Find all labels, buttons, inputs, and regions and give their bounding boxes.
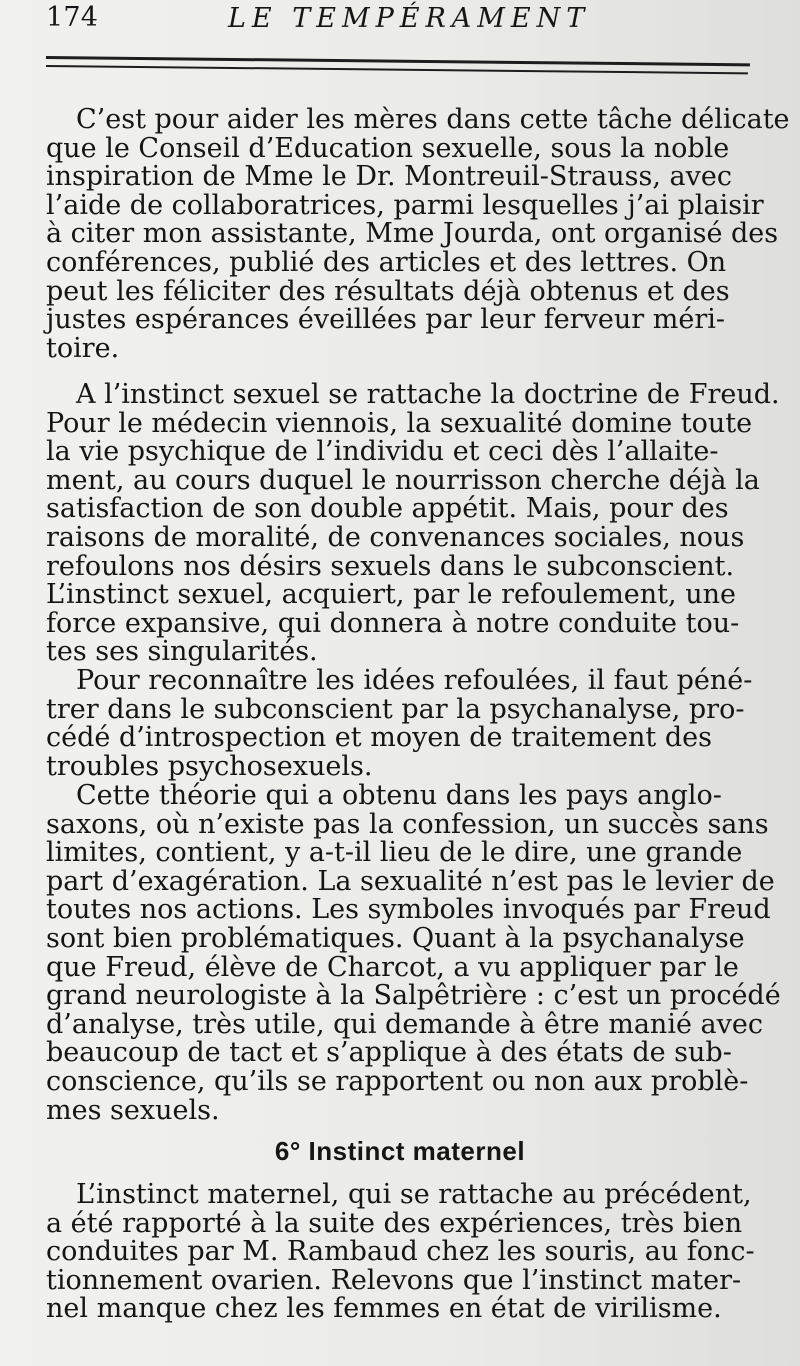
paragraph-line: conférences, publié des articles et des lettres. On	[46, 246, 727, 278]
paragraph-line: Cette théorie qui a obtenu dans les pays anglo-	[76, 780, 722, 811]
paragraph-line: peut les féliciter des résultats déjà obtenus et des	[46, 275, 730, 307]
paragraph-line: part d’exagération. La sexualité n’est pas le levier de	[46, 865, 775, 897]
page-header	[46, 0, 766, 32]
paragraph-line: mes sexuels.	[46, 1094, 220, 1126]
paragraph-line: force expansive, qui donnera à notre conduite tou-	[46, 607, 740, 639]
paragraph-line: conduites par M. Rambaud chez les souris, au fonc-	[46, 1236, 755, 1268]
paragraph-line: limites, contient, y a-t-il lieu de le dire, une grande	[46, 837, 743, 869]
paragraph-line: justes espérances éveillées par leur ferveur méri-	[46, 304, 726, 336]
paragraph-line: tes ses singularités.	[46, 636, 318, 668]
paragraph-line: que le Conseil d’Education sexuelle, sous la noble	[46, 132, 730, 164]
paragraph-line: toutes nos actions. Les symboles invoqués par Freud	[46, 894, 771, 926]
paragraph-line: inspiration de Mme le Dr. Montreuil-Strauss, avec	[46, 161, 732, 193]
paragraph-line: trer dans le subconscient par la psychanalyse, pro-	[46, 693, 745, 725]
paragraph-line: troubles psychosexuels.	[46, 750, 373, 782]
paragraph-line: conscience, qu’ils se rapportent ou non aux problè-	[46, 1065, 749, 1097]
paragraph-line: ment, au cours duquel le nourrisson cherche déjà la	[46, 464, 760, 496]
paragraph-line: L’instinct maternel, qui se rattache au précédent,	[76, 1179, 752, 1210]
header-rule-bottom	[46, 65, 748, 74]
paragraph-line: A l’instinct sexuel se rattache la doctrine de Freud.	[76, 379, 780, 410]
paragraph-line: grand neurologiste à la Salpêtrière : c’est un procédé	[46, 980, 781, 1012]
paragraph-line: satisfaction de son double appétit. Mais, pour des	[46, 493, 729, 525]
paragraph-1	[46, 104, 790, 364]
paragraph-line: toire.	[46, 332, 120, 364]
paragraph-line: nel manque chez les femmes en état de virilisme.	[46, 1293, 722, 1325]
paragraph-line: saxons, où n’existe pas la confession, un succès sans	[46, 808, 769, 840]
header-rule-top	[46, 56, 750, 66]
section-heading: 6° Instinct maternel	[274, 1136, 526, 1166]
paragraph-line: cédé d’introspection et moyen de traitement des	[46, 722, 712, 754]
paragraph-line: sont bien problématiques. Quant à la psychanalyse	[46, 922, 745, 954]
paragraph-2	[46, 379, 780, 668]
running-title: LE TEMPÉRAMENT	[228, 3, 591, 34]
final-paragraph	[46, 1179, 755, 1325]
page-number: 174	[46, 2, 99, 33]
paragraph-line: tionnement ovarien. Relevons que l’instinct mater-	[46, 1264, 742, 1296]
paragraph-4	[46, 780, 781, 1126]
paragraph-line: la vie psychique de l’individu et ceci dès l’allaite-	[46, 436, 719, 468]
paragraph-line: que Freud, élève de Charcot, a vu appliquer par le	[46, 951, 739, 983]
paragraph-line: raisons de moralité, de convenances sociales, nous	[46, 521, 745, 553]
paragraph-line: L’instinct sexuel, acquiert, par le refoulement, une	[46, 579, 736, 611]
paragraph-line: à citer mon assistante, Mme Jourda, ont organisé des	[46, 218, 779, 250]
paragraph-line: Pour reconnaître les idées refoulées, il faut péné-	[76, 665, 753, 696]
paragraph-3	[46, 667, 752, 781]
paragraph-line: a été rapporté à la suite des expériences, très bien	[46, 1207, 743, 1239]
paragraph-line: refoulons nos désirs sexuels dans le subconscient.	[46, 550, 735, 582]
paragraph-line: C’est pour aider les mères dans cette tâche délicate	[76, 104, 790, 135]
paragraph-line: d’analyse, très utile, qui demande à être manié avec	[46, 1008, 763, 1040]
paragraph-line: l’aide de collaboratrices, parmi lesquelles j’ai plaisir	[46, 189, 764, 221]
paragraph-line: Pour le médecin viennois, la sexualité domine toute	[46, 407, 753, 439]
paragraph-line: beaucoup de tact et s’applique à des états de sub-	[46, 1037, 732, 1069]
